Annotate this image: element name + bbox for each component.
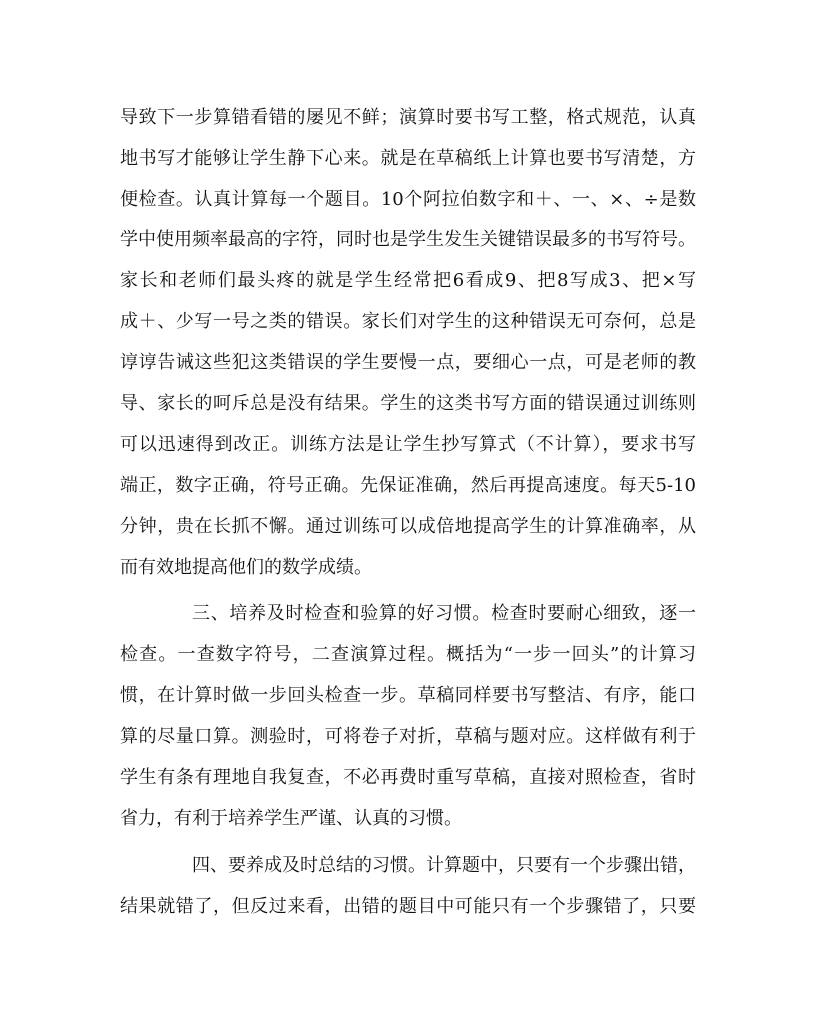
text-line-1: 导致下一步算错看错的屡见不鲜；演算时要书写工整，格式规范，认真 <box>120 107 696 128</box>
text-line-13: 三、培养及时检查和验算的好习惯。检查时要耐心细致，逐一 <box>192 603 696 624</box>
text-line-3: 便检查。认真计算每一个题目。10个阿拉伯数字和＋、一、×、÷是数 <box>120 189 696 210</box>
text-line-4: 学中使用频率最高的字符，同时也是学生发生关键错误最多的书写符号。 <box>120 229 696 250</box>
text-line-9: 可以迅速得到改正。训练方法是让学生抄写算式（不计算），要求书写 <box>120 434 696 455</box>
text-line-10: 端正，数字正确，符号正确。先保证准确，然后再提高速度。每天5-10 <box>120 475 696 496</box>
text-line-7: 谆谆告诫这些犯这类错误的学生要慢一点，要细心一点，可是老师的教 <box>120 352 696 373</box>
text-line-2: 地书写才能够让学生静下心来。就是在草稿纸上计算也要书写清楚，方 <box>120 148 696 169</box>
text-line-11: 分钟，贵在长抓不懈。通过训练可以成倍地提高学生的计算准确率，从 <box>120 516 696 537</box>
text-line-19: 四、要养成及时总结的习惯。计算题中，只要有一个步骤出错， <box>192 855 696 876</box>
text-line-15: 惯，在计算时做一步回头检查一步。草稿同样要书写整洁、有序，能口 <box>120 685 696 706</box>
text-line-16: 算的尽量口算。测验时，可将卷子对折，草稿与题对应。这样做有利于 <box>120 726 696 747</box>
text-line-20: 结果就错了，但反过来看，出错的题目中可能只有一个步骤错了，只要 <box>120 896 696 917</box>
text-line-12: 而有效地提高他们的数学成绩。 <box>120 557 372 578</box>
text-line-5: 家长和老师们最头疼的就是学生经常把6看成9、把8写成3、把×写 <box>120 270 696 291</box>
text-line-6: 成＋、少写一号之类的错误。家长们对学生的这种错误无可奈何，总是 <box>120 311 696 332</box>
text-line-14: 检查。一查数字符号，二查演算过程。概括为“一步一回头”的计算习 <box>120 644 696 665</box>
text-line-17: 学生有条有理地自我复查，不必再费时重写草稿，直接对照检查，省时 <box>120 767 696 788</box>
text-line-18: 省力，有利于培养学生严谨、认真的习惯。 <box>120 808 462 829</box>
text-line-8: 导、家长的呵斥总是没有结果。学生的这类书写方面的错误通过训练则 <box>120 393 696 414</box>
